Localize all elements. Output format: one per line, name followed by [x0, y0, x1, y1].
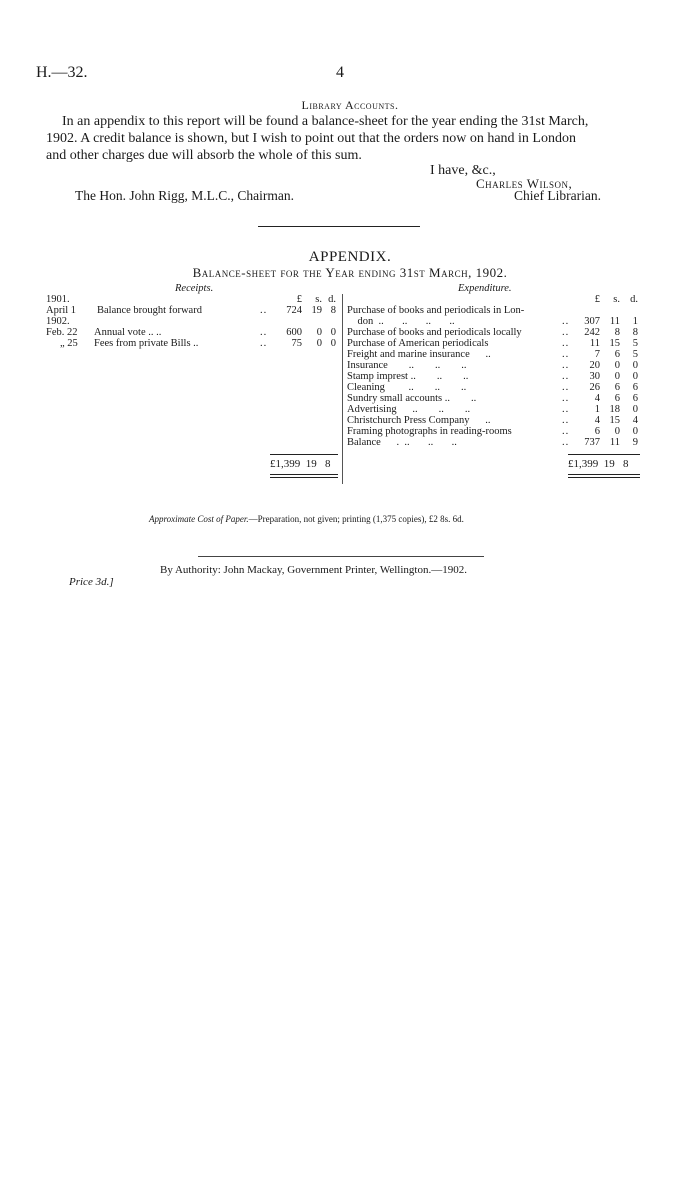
table-row — [0, 371, 700, 382]
expenditure-dots: .. — [562, 349, 570, 360]
pence-header: d. — [630, 294, 638, 305]
expenditure-item: Purchase of American periodicals — [347, 338, 489, 349]
receipt-dots: .. — [260, 327, 268, 338]
expenditure-dots: .. — [562, 393, 570, 404]
expenditure-total: £1,399 19 8 — [568, 458, 629, 470]
shillings-header: s. — [315, 294, 322, 305]
receipt-year: 1901. — [46, 294, 70, 305]
receipt-dots: .. — [260, 338, 268, 349]
table-row — [0, 294, 342, 305]
expenditure-heading: Expenditure. — [458, 283, 512, 294]
balance-sheet-subtitle: Balance-sheet for the Year ending 31st March, 1902. — [192, 265, 508, 280]
expenditure-total-rule-double — [568, 477, 640, 478]
page-number: 4 — [336, 64, 344, 81]
expenditure-pounds: 30 — [589, 371, 600, 382]
table-row — [0, 393, 700, 404]
price-label: Price 3d.] — [69, 576, 114, 588]
expenditure-dots: .. — [562, 371, 570, 382]
receipt-pence: 8 — [330, 305, 336, 316]
expenditure-item: Purchase of books and periodicals in Lon- — [347, 305, 525, 316]
cost-text: —Preparation, not given; printing (1,375 copies), £2 8s. 6d. — [248, 514, 464, 524]
pence-header: d. — [328, 294, 336, 305]
expenditure-pounds: 307 — [584, 316, 600, 327]
receipt-pounds: 75 — [291, 338, 302, 349]
expenditure-item: Sundry small accounts .. .. — [347, 393, 477, 404]
expenditure-pounds: 26 — [589, 382, 600, 393]
expenditure-pounds: 4 — [594, 415, 600, 426]
expenditure-pence: 0 — [632, 371, 638, 382]
expenditure-pounds: 6 — [594, 426, 600, 437]
table-row — [0, 327, 700, 338]
table-row — [0, 338, 700, 349]
closing-line: I have, &c., — [430, 163, 496, 178]
expenditure-total-rule-top — [568, 454, 640, 455]
paragraph-line-3: and other charges due will absorb the whole of this sum. — [46, 148, 362, 163]
receipts-total-rule-bottom — [270, 474, 338, 475]
section-divider — [258, 226, 420, 227]
expenditure-pence: 1 — [632, 316, 638, 327]
receipt-date: April 1 — [46, 305, 77, 316]
appendix-title: APPENDIX. — [308, 249, 392, 265]
expenditure-item: Purchase of books and periodicals locally — [347, 327, 522, 338]
expenditure-shillings: 8 — [614, 327, 620, 338]
receipts-total: £1,399 19 8 — [270, 458, 331, 470]
receipts-total-rule-top — [270, 454, 338, 455]
table-row — [0, 415, 700, 426]
authority-line: By Authority: John Mackay, Government Printer, Wellington.—1902. — [160, 564, 467, 576]
receipt-shillings: 0 — [316, 327, 322, 338]
expenditure-pence: 0 — [632, 360, 638, 371]
shillings-header: s. — [613, 294, 620, 305]
signer-title: Chief Librarian. — [514, 188, 601, 203]
expenditure-dots: .. — [562, 415, 570, 426]
expenditure-pounds: 20 — [589, 360, 600, 371]
table-row — [0, 382, 700, 393]
expenditure-pence: 5 — [632, 338, 638, 349]
expenditure-total-rule-bottom — [568, 474, 640, 475]
expenditure-dots: .. — [562, 382, 570, 393]
receipts-heading: Receipts. — [175, 283, 214, 294]
receipt-pence: 0 — [330, 338, 336, 349]
addressee: The Hon. John Rigg, M.L.C., Chairman. — [75, 188, 294, 203]
paragraph-line-2: 1902. A credit balance is shown, but I wish to point out that the orders now on hand in London — [46, 131, 576, 146]
receipt-shillings: 19 — [311, 305, 322, 316]
expenditure-pounds: 242 — [584, 327, 600, 338]
expenditure-table — [0, 305, 700, 455]
table-row — [0, 437, 700, 448]
table-row — [0, 316, 700, 327]
expenditure-dots: .. — [562, 426, 570, 437]
expenditure-shillings: 0 — [614, 360, 620, 371]
expenditure-item: Framing photographs in reading-rooms — [347, 426, 512, 437]
expenditure-pence: 0 — [632, 404, 638, 415]
expenditure-shillings: 6 — [614, 349, 620, 360]
expenditure-shillings: 0 — [614, 426, 620, 437]
expenditure-shillings: 11 — [609, 437, 620, 448]
table-row — [0, 404, 700, 415]
receipt-dots: .. — [260, 305, 268, 316]
expenditure-dots: .. — [562, 327, 570, 338]
paragraph-line-1: In an appendix to this report will be found a balance-sheet for the year ending the 31st March, — [62, 114, 589, 129]
receipt-year: 1902. — [46, 316, 70, 327]
expenditure-shillings: 15 — [609, 415, 620, 426]
footer-divider — [198, 556, 484, 557]
expenditure-dots: .. — [562, 360, 570, 371]
expenditure-pence: 9 — [632, 437, 638, 448]
expenditure-pence: 4 — [632, 415, 638, 426]
expenditure-pence: 6 — [632, 393, 638, 404]
expenditure-pounds: 4 — [594, 393, 600, 404]
receipt-item: Annual vote .. .. — [94, 327, 162, 338]
expenditure-item: Advertising .. .. .. — [347, 404, 471, 415]
expenditure-item: Cleaning .. .. .. — [347, 382, 467, 393]
cost-of-paper-note — [149, 514, 464, 524]
expenditure-shillings: 18 — [609, 404, 620, 415]
table-row — [0, 305, 700, 316]
document-reference: H.—32. — [36, 64, 88, 81]
expenditure-dots: .. — [562, 338, 570, 349]
pounds-header: £ — [594, 294, 600, 305]
expenditure-shillings: 15 — [609, 338, 620, 349]
expenditure-pence: 5 — [632, 349, 638, 360]
signer-name: Charles Wilson, — [476, 176, 573, 191]
expenditure-item: Balance . .. .. .. — [347, 437, 457, 448]
section-heading: Library Accounts. — [301, 98, 399, 112]
expenditure-item: Insurance .. .. .. — [347, 360, 467, 371]
expenditure-pounds: 1 — [594, 404, 600, 415]
expenditure-item: Christchurch Press Company .. — [347, 415, 491, 426]
expenditure-pence: 0 — [632, 426, 638, 437]
receipt-pounds: 724 — [286, 305, 302, 316]
receipt-date: Feb. 22 — [46, 327, 78, 338]
expenditure-pence: 8 — [632, 327, 638, 338]
cost-label: Approximate Cost of Paper. — [149, 514, 249, 524]
receipt-date: „ 25 — [60, 338, 78, 349]
expenditure-dots: .. — [562, 437, 570, 448]
expenditure-pence: 6 — [632, 382, 638, 393]
receipt-pounds: 600 — [286, 327, 302, 338]
expenditure-shillings: 6 — [614, 393, 620, 404]
expenditure-dots: .. — [562, 316, 570, 327]
table-row — [0, 360, 700, 371]
receipt-item: Fees from private Bills .. — [94, 338, 199, 349]
expenditure-item: Stamp imprest .. .. .. — [347, 371, 469, 382]
expenditure-pounds: 7 — [594, 349, 600, 360]
expenditure-pounds: 11 — [589, 338, 600, 349]
expenditure-dots: .. — [562, 404, 570, 415]
receipt-shillings: 0 — [316, 338, 322, 349]
expenditure-item: don .. .. .. .. — [347, 316, 455, 327]
receipt-item: Balance brought forward — [97, 305, 202, 316]
expenditure-shillings: 11 — [609, 316, 620, 327]
pounds-header: £ — [296, 294, 302, 305]
table-row — [0, 426, 700, 437]
expenditure-pounds: 737 — [584, 437, 600, 448]
expenditure-item: Freight and marine insurance .. — [347, 349, 491, 360]
receipt-pence: 0 — [330, 327, 336, 338]
receipts-total-rule-double — [270, 477, 338, 478]
expenditure-shillings: 0 — [614, 371, 620, 382]
expenditure-shillings: 6 — [614, 382, 620, 393]
table-row — [0, 349, 700, 360]
